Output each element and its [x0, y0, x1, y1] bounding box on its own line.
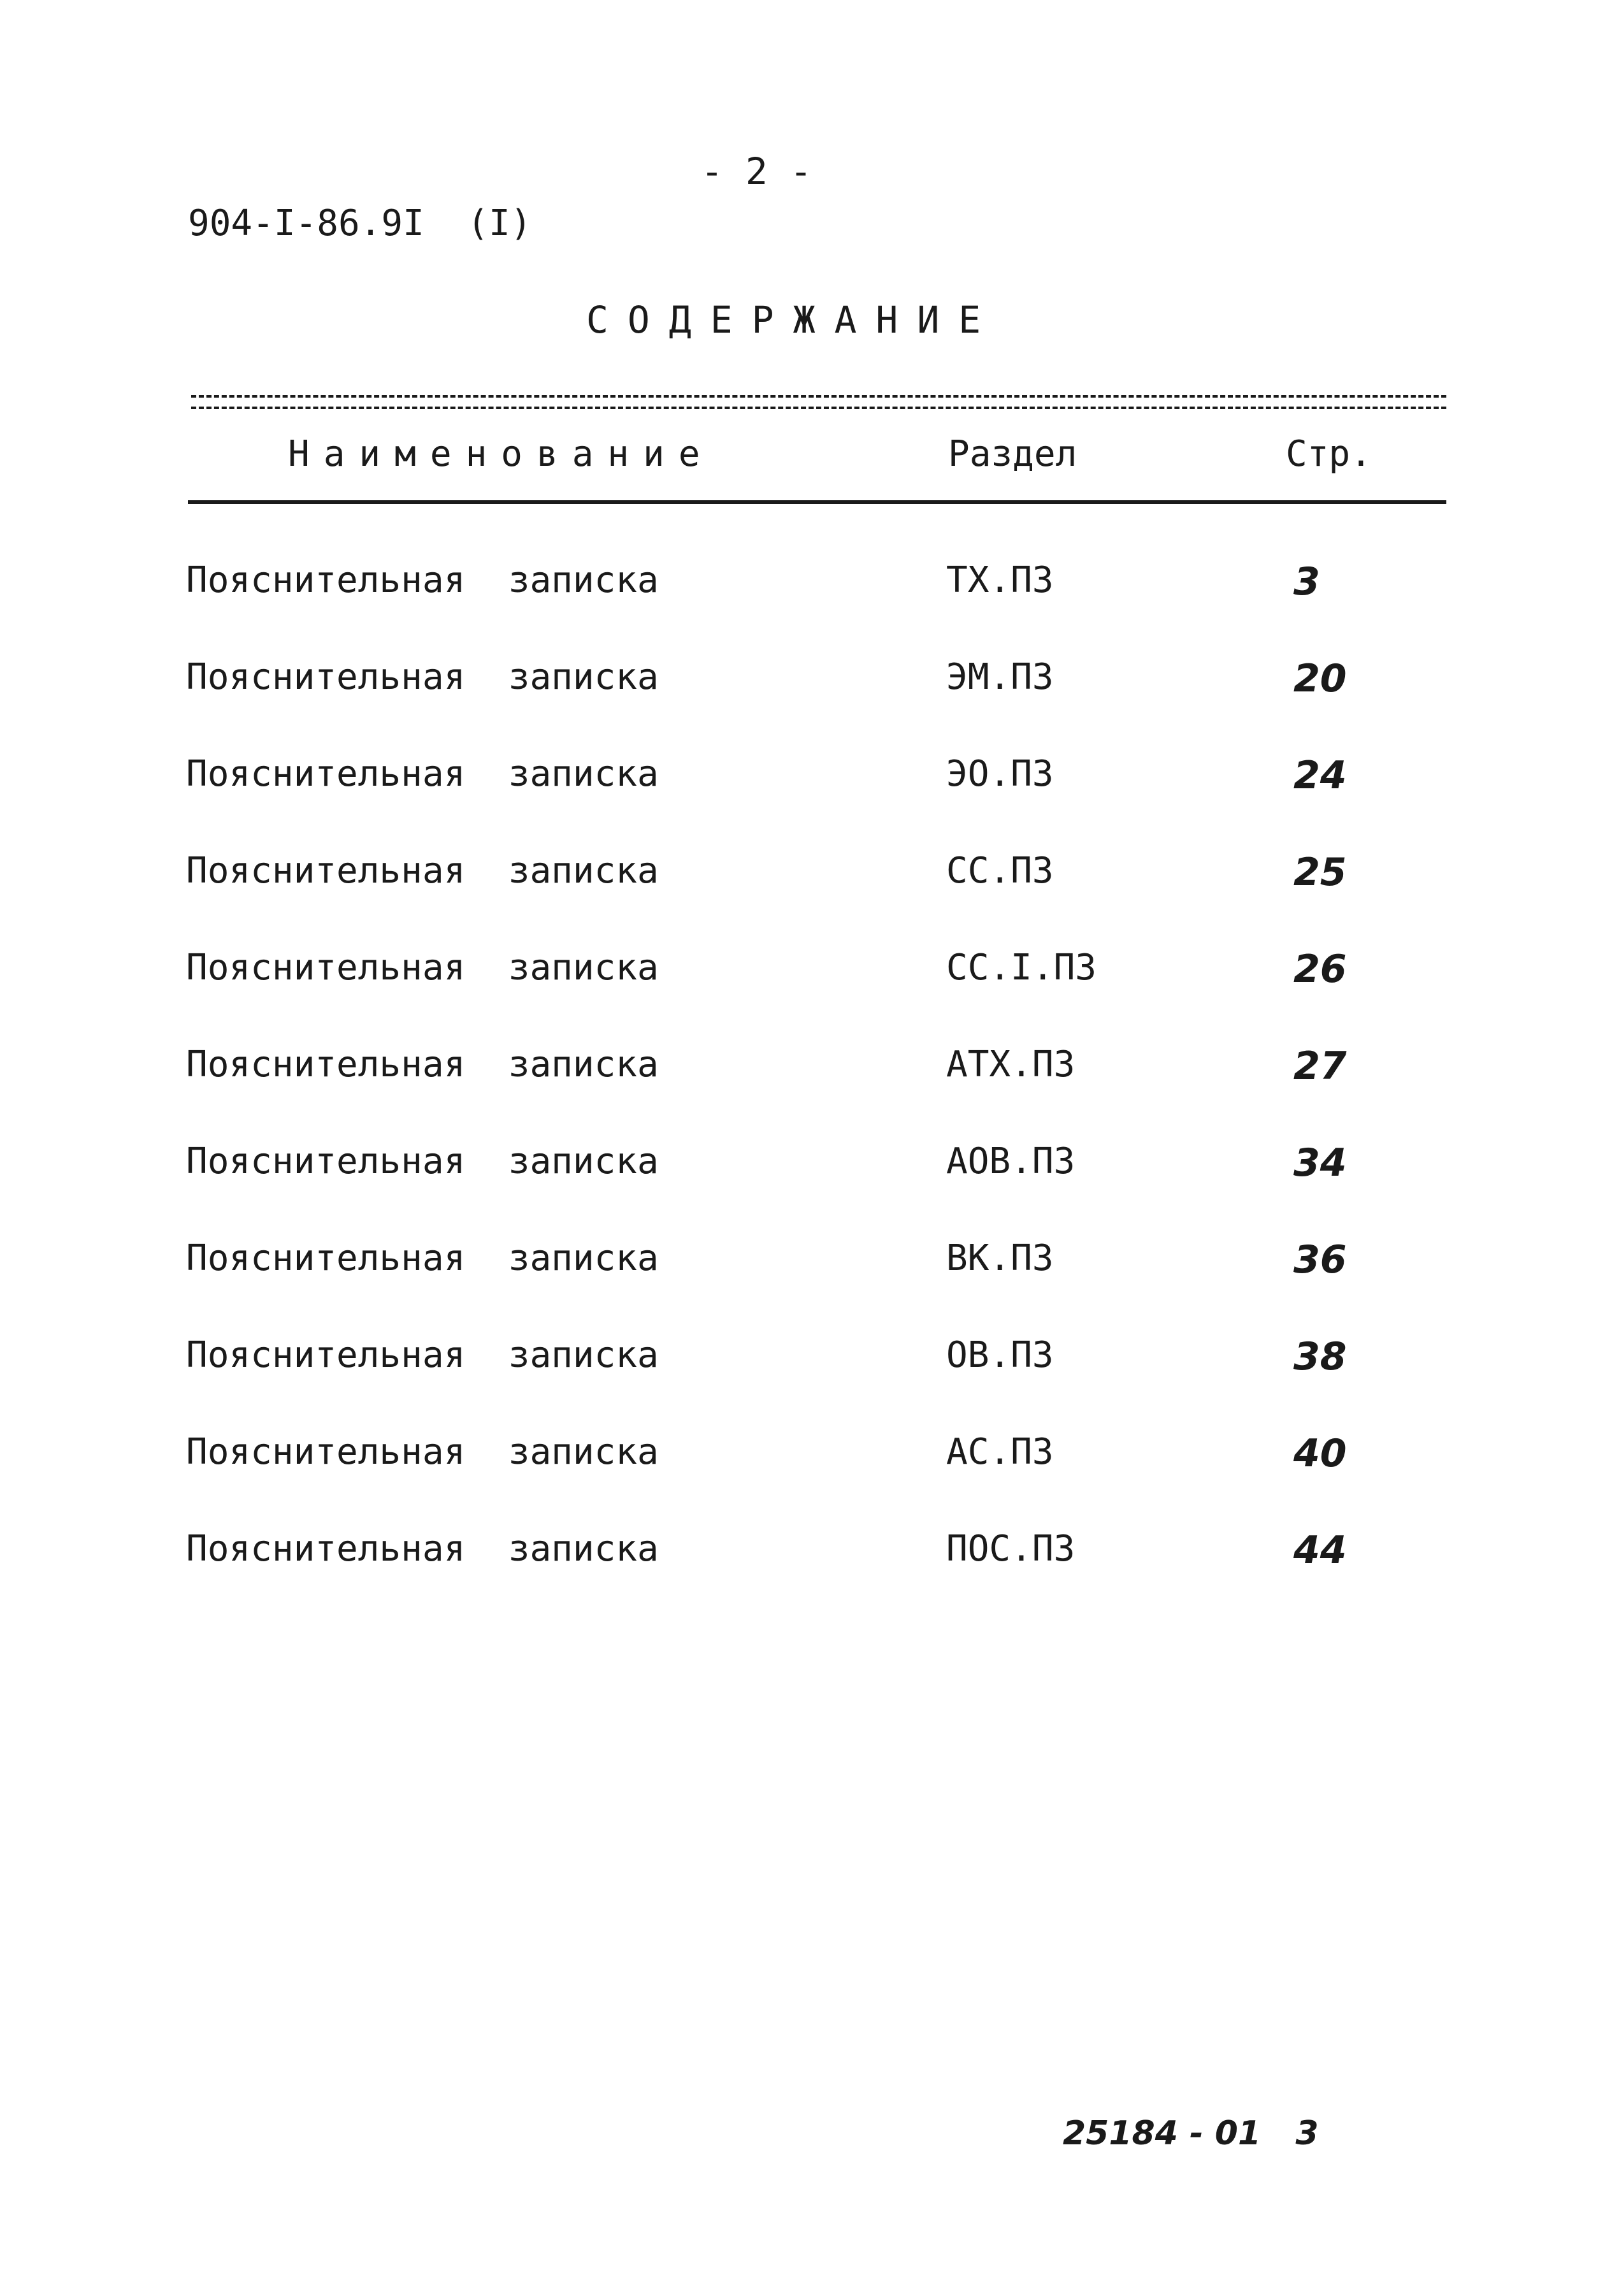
- table-row: [0, 1238, 1619, 1301]
- table-row: [0, 1141, 1619, 1204]
- row-name: Пояснительная записка: [186, 1044, 659, 1085]
- row-section: ПОС.ПЗ: [946, 1528, 1076, 1570]
- row-section: СС.ПЗ: [946, 850, 1054, 892]
- table-row: [0, 1431, 1619, 1495]
- row-name: Пояснительная записка: [186, 753, 659, 795]
- row-section: ЭО.ПЗ: [946, 753, 1054, 795]
- row-page: 34: [1293, 1141, 1347, 1185]
- table-top-double-rule: [191, 395, 1446, 409]
- page-number: - 2 -: [701, 150, 812, 193]
- row-section: ВК.ПЗ: [946, 1238, 1054, 1279]
- table-row: [0, 947, 1619, 1011]
- row-page: 27: [1293, 1044, 1347, 1088]
- table-row: [0, 1528, 1619, 1592]
- row-page: 24: [1293, 753, 1347, 798]
- row-page: 40: [1293, 1431, 1347, 1476]
- table-row: [0, 560, 1619, 623]
- row-section: АС.ПЗ: [946, 1431, 1054, 1473]
- row-section: СС.I.ПЗ: [946, 947, 1097, 988]
- table-row: [0, 1334, 1619, 1398]
- row-name: Пояснительная записка: [186, 656, 659, 698]
- row-section: ОВ.ПЗ: [946, 1334, 1054, 1376]
- row-name: Пояснительная записка: [186, 1141, 659, 1182]
- archive-number-note: 25184 - 01 3: [1063, 2114, 1319, 2153]
- row-name: Пояснительная записка: [186, 850, 659, 892]
- row-page: 44: [1293, 1528, 1347, 1573]
- row-page: 36: [1293, 1238, 1347, 1282]
- row-name: Пояснительная записка: [186, 1238, 659, 1279]
- row-page: 25: [1293, 850, 1347, 895]
- table-row: [0, 1044, 1619, 1108]
- row-page: 26: [1293, 947, 1347, 992]
- row-section: АОВ.ПЗ: [946, 1141, 1076, 1182]
- row-page: 20: [1293, 656, 1347, 701]
- column-header-section: Раздел: [948, 433, 1077, 475]
- document-code: 904-I-86.9I (I): [188, 203, 532, 244]
- row-name: Пояснительная записка: [186, 560, 659, 601]
- contents-title: СОДЕРЖАНИЕ: [586, 298, 1000, 342]
- table-header-rule: [188, 500, 1446, 504]
- column-header-name: Наименование: [288, 433, 714, 475]
- row-page: 38: [1293, 1334, 1347, 1379]
- row-section: ЭМ.ПЗ: [946, 656, 1054, 698]
- table-row: [0, 850, 1619, 914]
- column-header-page: Стр.: [1286, 433, 1372, 475]
- table-row: [0, 753, 1619, 817]
- row-name: Пояснительная записка: [186, 1431, 659, 1473]
- table-row: [0, 656, 1619, 720]
- row-section: АТХ.ПЗ: [946, 1044, 1076, 1085]
- row-section: ТХ.ПЗ: [946, 560, 1054, 601]
- row-page: 3: [1293, 560, 1320, 604]
- row-name: Пояснительная записка: [186, 1334, 659, 1376]
- row-name: Пояснительная записка: [186, 947, 659, 988]
- row-name: Пояснительная записка: [186, 1528, 659, 1570]
